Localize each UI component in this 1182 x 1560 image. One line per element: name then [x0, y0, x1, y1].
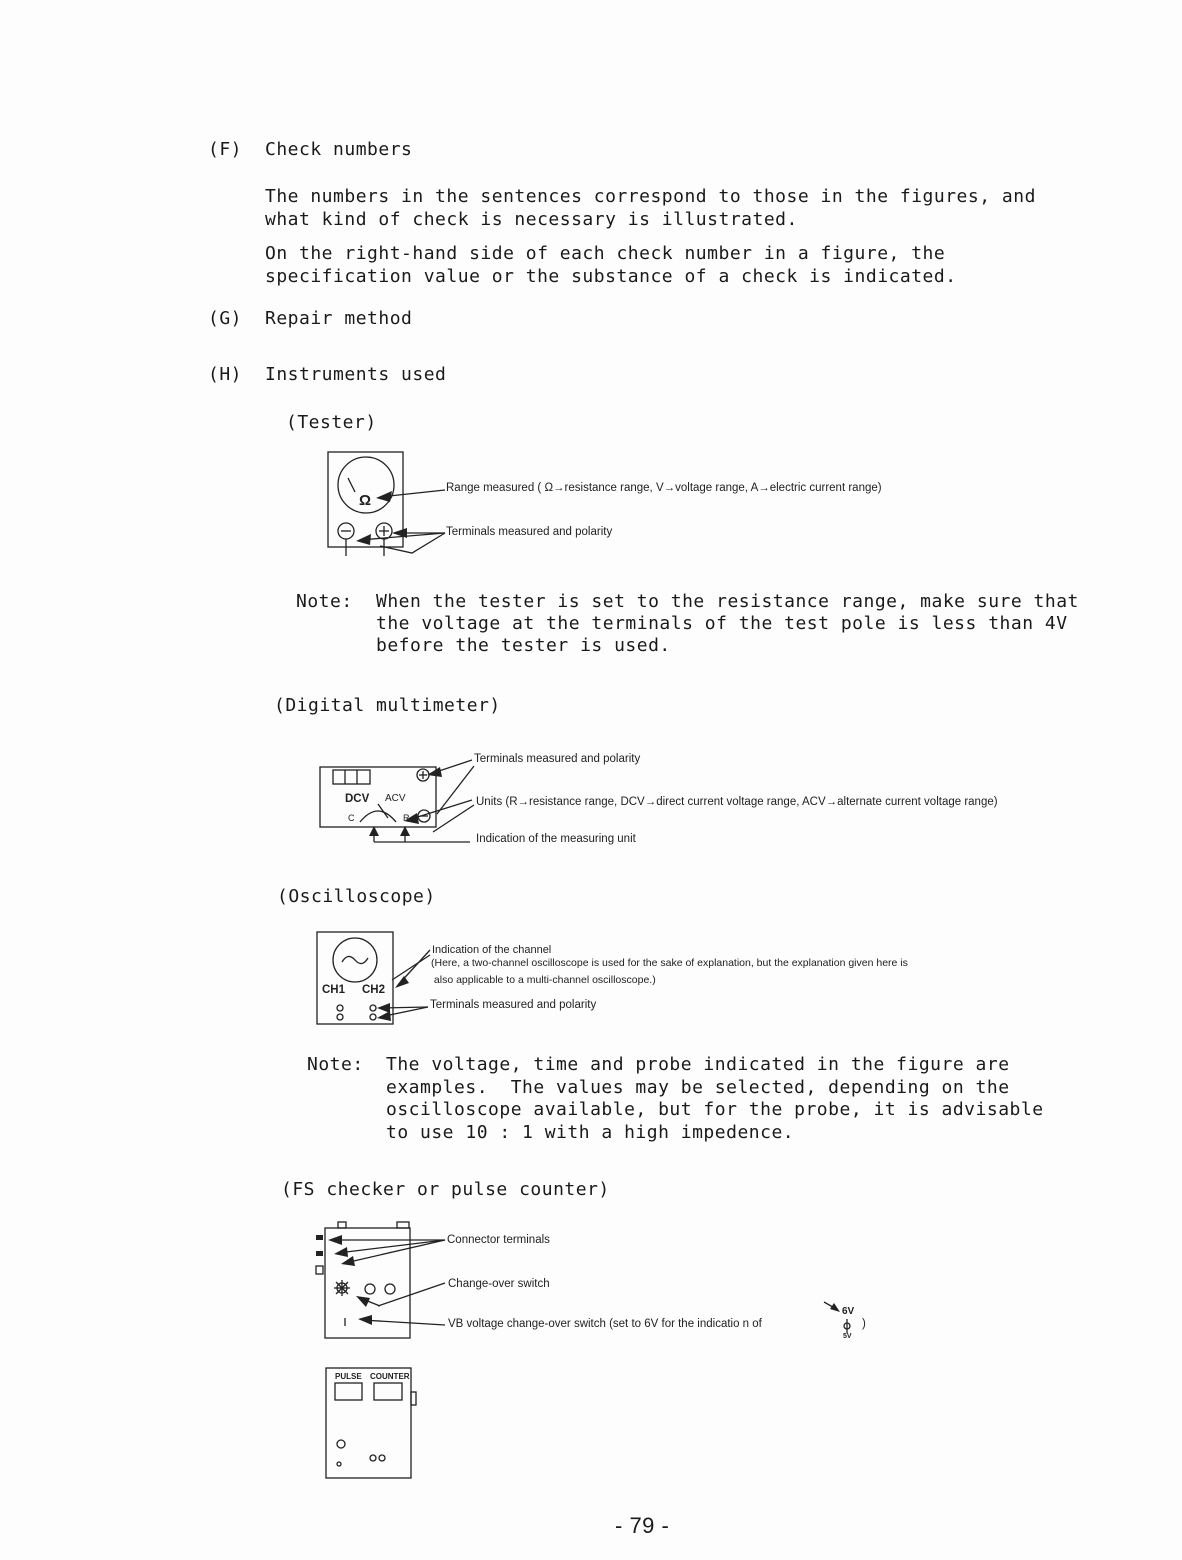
multimeter-dcv-label: DCV [345, 793, 370, 805]
section-f-title: Check numbers [265, 139, 413, 160]
section-f-paragraph-2-line-1: On the right-hand side of each check number in a figure, the [265, 243, 946, 264]
oscilloscope-callout-channel-line-2: (Here, a two-channel oscilloscope is used for the sake of explanation, but the explanation given here is [431, 957, 908, 969]
tester-callout-range: Range measured ( Ω→resistance range, V→voltage range, A→electric current range) [446, 482, 882, 494]
fs-checker-heading: (FS checker or pulse counter) [281, 1179, 610, 1200]
tester-meter-symbol: Ω [359, 492, 372, 509]
oscilloscope-note-line-2: examples. The values may be selected, depending on the [386, 1077, 1010, 1098]
multimeter-heading: (Digital multimeter) [274, 695, 501, 716]
pulse-counter-counter-label: COUNTER [370, 1372, 410, 1381]
fs-checker-vb-close-paren: ) [862, 1318, 866, 1330]
fs-checker-callout-connector: Connector terminals [447, 1234, 550, 1246]
oscilloscope-ch1-label: CH1 [322, 984, 346, 996]
fs-checker-vb-6v: 6V [842, 1306, 855, 1317]
oscilloscope-callout-terminals: Terminals measured and polarity [430, 999, 597, 1011]
oscilloscope-note-line-3: oscilloscope available, but for the probe, it is advisable [386, 1099, 1044, 1120]
multimeter-callout-units: Units (R→resistance range, DCV→direct current voltage range, ACV→alternate current voltage range) [476, 796, 998, 808]
section-g-label: (G) [208, 308, 243, 329]
multimeter-c-label: C [348, 813, 355, 823]
oscilloscope-ch2-label: CH2 [362, 984, 386, 996]
oscilloscope-note-label: Note: [307, 1054, 364, 1075]
oscilloscope-note-line-4: to use 10 : 1 with a high impedence. [386, 1122, 795, 1143]
section-f-label: (F) [208, 139, 243, 160]
multimeter-callout-indication: Indication of the measuring unit [476, 833, 636, 845]
tester-note-line-2: the voltage at the terminals of the test pole is less than 4V [376, 613, 1068, 634]
tester-note-line-3: before the tester is used. [376, 635, 671, 656]
section-f-paragraph-1-line-2: what kind of check is necessary is illustrated. [265, 209, 798, 230]
tester-heading: (Tester) [286, 412, 377, 433]
oscilloscope-callout-channel-line-1: Indication of the channel [432, 944, 552, 956]
fs-checker-vb-5v: 5V [843, 1333, 852, 1340]
oscilloscope-callout-channel-line-3: also applicable to a multi-channel oscilloscope.) [431, 974, 656, 986]
tester-callout-terminals: Terminals measured and polarity [446, 526, 613, 538]
fs-checker-callout-changeover: Change-over switch [448, 1278, 550, 1290]
fs-checker-callout-vb: VB voltage change-over switch (set to 6V for the indicatio n of [448, 1318, 762, 1330]
page-number: - 79 - [615, 1513, 670, 1538]
section-h-label: (H) [208, 364, 243, 385]
multimeter-callout-terminals: Terminals measured and polarity [474, 753, 641, 765]
multimeter-r-label: R [403, 813, 410, 823]
multimeter-acv-label: ACV [385, 793, 406, 804]
oscilloscope-note-line-1: The voltage, time and probe indicated in the figure are [386, 1054, 1010, 1075]
pulse-counter-pulse-label: PULSE [335, 1372, 362, 1381]
section-f-paragraph-2-line-2: specification value or the substance of a check is indicated. [265, 266, 957, 287]
tester-note-line-1: When the tester is set to the resistance range, make sure that [376, 591, 1079, 612]
section-h-title: Instruments used [265, 364, 447, 385]
section-f-paragraph-1-line-1: The numbers in the sentences correspond to those in the figures, and [265, 186, 1036, 207]
oscilloscope-heading: (Oscilloscope) [277, 886, 436, 907]
tester-note-label: Note: [296, 591, 353, 612]
section-g-title: Repair method [265, 308, 413, 329]
